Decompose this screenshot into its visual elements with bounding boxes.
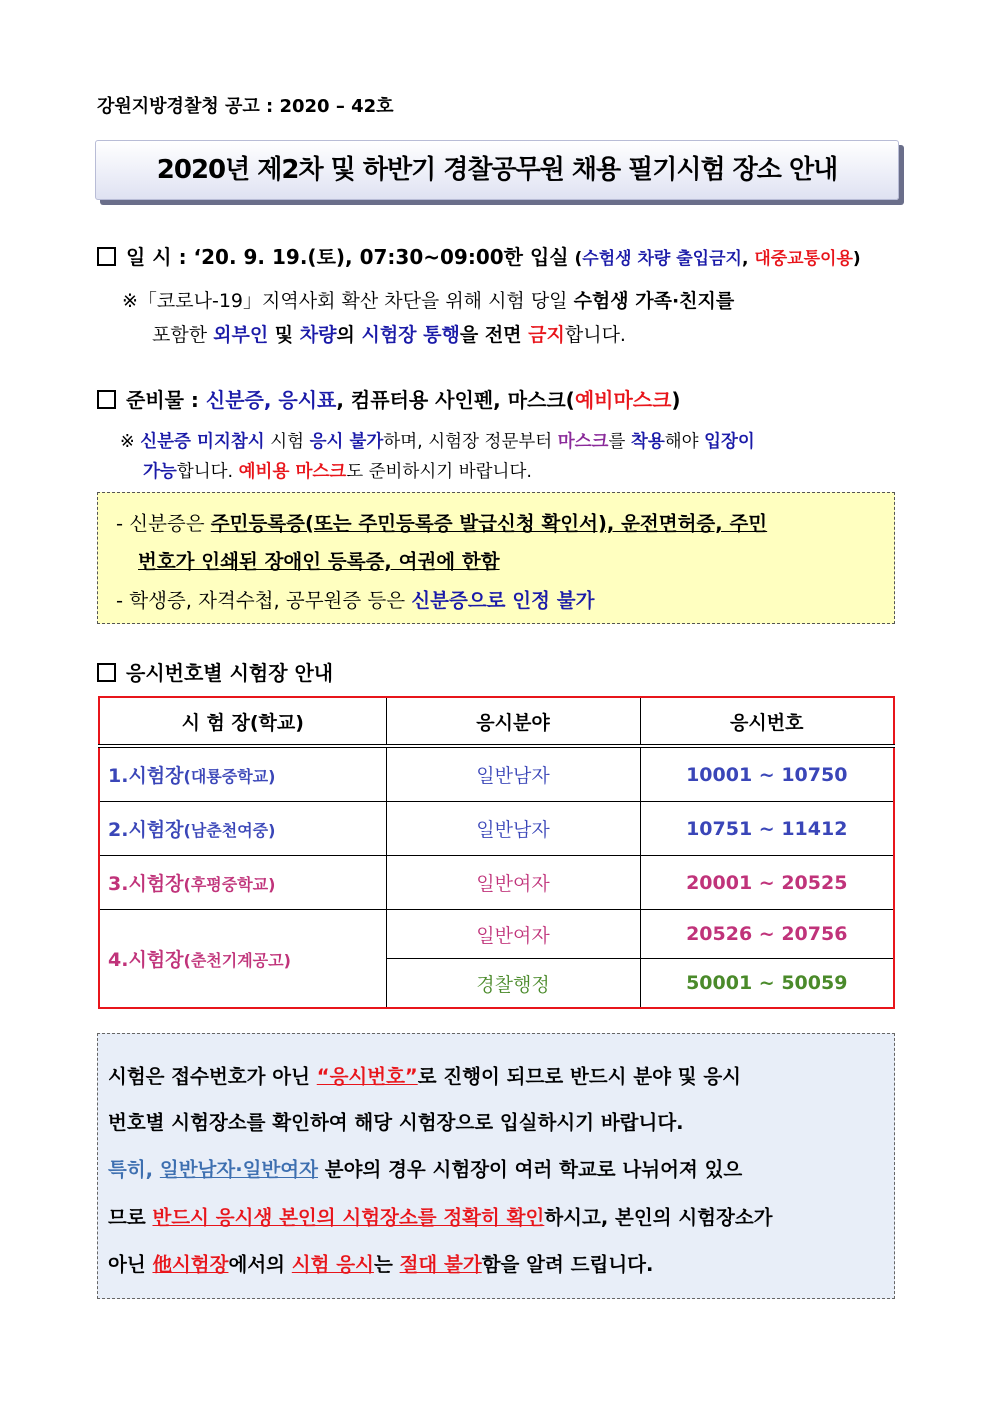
text: 신분증 미지참시 — [140, 432, 265, 452]
site-cell — [99, 802, 386, 856]
text: 준비물 : — [126, 388, 206, 412]
schedule-heading — [97, 241, 861, 270]
column-header: 응시분야 — [386, 697, 640, 746]
text: 의 — [336, 324, 362, 346]
text: 2.시험장 — [108, 819, 184, 841]
site-cell — [99, 746, 386, 802]
text: 을 전면 — [459, 324, 529, 346]
info-line5 — [108, 1249, 653, 1277]
field-cell: 일반남자 — [386, 802, 640, 856]
text: 특히, — [108, 1158, 160, 1181]
text: 에서의 — [228, 1253, 292, 1276]
corona-note-line1 — [122, 286, 734, 313]
info-line1 — [108, 1061, 741, 1089]
paren: ) — [852, 249, 861, 269]
text: 분야의 경우 시험장이 여러 학교로 나뉘어져 있으 — [317, 1158, 743, 1181]
notice-number: 강원지방경찰청 공고 : 2020 – 42호 — [97, 96, 394, 117]
field-cell: 경찰행정 — [386, 959, 640, 1009]
table-row — [99, 802, 894, 856]
text: 차량 — [299, 324, 337, 346]
text: - 신분증은 — [116, 512, 211, 535]
text: 예비마스크 — [574, 388, 672, 412]
text: 금지 — [528, 324, 565, 346]
no-car-notice: 수험생 차량 출입금지 — [582, 249, 742, 269]
id-line3 — [116, 585, 594, 613]
text: 예비용 마스크 — [238, 462, 347, 482]
schedule-label: 일 시 : ‘20. 9. 19.(토), 07:30~09:00한 입실 — [126, 245, 569, 269]
text: 므로 — [108, 1206, 153, 1229]
table-row — [99, 746, 894, 802]
text: 신분증, 응시표 — [205, 388, 337, 412]
text: 포함한 — [152, 324, 214, 346]
text: 착용 — [630, 432, 665, 452]
text: 입장이 — [704, 432, 755, 452]
text: (대룡중학교) — [183, 767, 276, 786]
text: 3.시험장 — [108, 873, 184, 895]
field-cell: 일반여자 — [386, 910, 640, 959]
column-header: 시 험 장(학교) — [99, 697, 386, 746]
text: 일반남자·일반여자 — [159, 1158, 318, 1181]
range-cell: 10751 ~ 11412 — [640, 802, 894, 856]
id-requirements-box — [97, 492, 895, 624]
table-heading — [97, 657, 333, 686]
id-line2: 번호가 인쇄된 장애인 등록증, 여권에 한함 — [138, 550, 500, 573]
text: 주민등록증(또는 주민등록증 발급신청 확인서), 운전면허증, 주민 — [210, 512, 768, 535]
field-cell: 일반남자 — [386, 746, 640, 802]
text: 합니다. — [176, 462, 239, 482]
text: 시험은 접수번호가 아닌 — [108, 1065, 317, 1088]
text: 및 — [268, 324, 300, 346]
checkbox-square-icon — [97, 663, 116, 682]
page-title: 2020년 제2차 및 하반기 경찰공무원 채용 필기시험 장소 안내 — [156, 155, 838, 185]
text: 해야 — [664, 432, 705, 452]
text: ) — [671, 388, 681, 412]
site-cell — [99, 910, 386, 1009]
id-line1 — [116, 508, 767, 536]
text: 4.시험장 — [108, 949, 184, 971]
text: 아닌 — [108, 1253, 153, 1276]
paren: ( — [568, 249, 583, 269]
important-notice-box — [97, 1033, 895, 1299]
title-banner — [95, 140, 899, 200]
text: 시험 응시 — [291, 1253, 374, 1276]
text: (남춘천여중) — [183, 821, 276, 840]
text: 는 — [373, 1253, 400, 1276]
checkbox-square-icon — [97, 247, 116, 266]
exam-site-table — [98, 696, 895, 1009]
field-cell: 일반여자 — [386, 856, 640, 910]
text: 반드시 응시생 본인의 시험장소를 정확히 확인 — [152, 1206, 545, 1229]
public-transit-notice: 대중교통이용 — [754, 249, 853, 269]
text: 수험생 가족·친지를 — [573, 290, 735, 312]
text: 로 진행이 되므로 반드시 분야 및 응시 — [417, 1065, 742, 1088]
text: 외부인 — [213, 324, 269, 346]
text: 절대 불가 — [399, 1253, 482, 1276]
text: , 컴퓨터용 사인펜, 마스크( — [336, 388, 575, 412]
table-row — [99, 856, 894, 910]
range-cell: 10001 ~ 10750 — [640, 746, 894, 802]
text: 가능 — [143, 462, 177, 482]
range-cell: 50001 ~ 50059 — [640, 959, 894, 1009]
prep-note-line1 — [120, 428, 755, 453]
text: 응시 불가 — [309, 432, 384, 452]
text: ※ — [120, 432, 141, 452]
text: 하며, 시험장 정문부터 — [383, 432, 558, 452]
text: (후평중학교) — [183, 875, 276, 894]
text: - 학생증, 자격수첩, 공무원증 등은 — [116, 589, 412, 612]
comma: , — [741, 249, 755, 269]
text: 도 준비하시기 바랍니다. — [346, 462, 532, 482]
info-line3 — [108, 1154, 742, 1182]
text: “응시번호” — [316, 1065, 418, 1088]
site-cell — [99, 856, 386, 910]
text: 신분증으로 인정 불가 — [411, 589, 595, 612]
table-header-row — [99, 697, 894, 746]
table-row — [99, 910, 894, 959]
column-header: 응시번호 — [640, 697, 894, 746]
prep-heading — [97, 384, 681, 413]
info-line2: 번호별 시험장소를 확인하여 해당 시험장으로 입실하시기 바랍니다. — [108, 1111, 684, 1134]
text: 시험 — [264, 432, 310, 452]
text: 他시험장 — [152, 1253, 229, 1276]
text: (춘천기계공고) — [183, 951, 291, 970]
info-line4 — [108, 1202, 773, 1230]
text: 합니다. — [564, 324, 626, 346]
text: 를 — [608, 432, 631, 452]
range-cell: 20526 ~ 20756 — [640, 910, 894, 959]
text: 함을 알려 드립니다. — [481, 1253, 654, 1276]
text: ※「코로나-19」지역사회 확산 차단을 위해 시험 당일 — [122, 290, 574, 312]
text: 1.시험장 — [108, 765, 184, 787]
corona-note-line2 — [152, 320, 626, 347]
range-cell: 20001 ~ 20525 — [640, 856, 894, 910]
checkbox-square-icon — [97, 390, 116, 409]
text: 시험장 통행 — [361, 324, 460, 346]
text: 하시고, 본인의 시험장소가 — [544, 1206, 773, 1229]
prep-note-line2 — [143, 458, 532, 483]
text: 응시번호별 시험장 안내 — [126, 661, 334, 685]
text: 마스크 — [557, 432, 609, 452]
